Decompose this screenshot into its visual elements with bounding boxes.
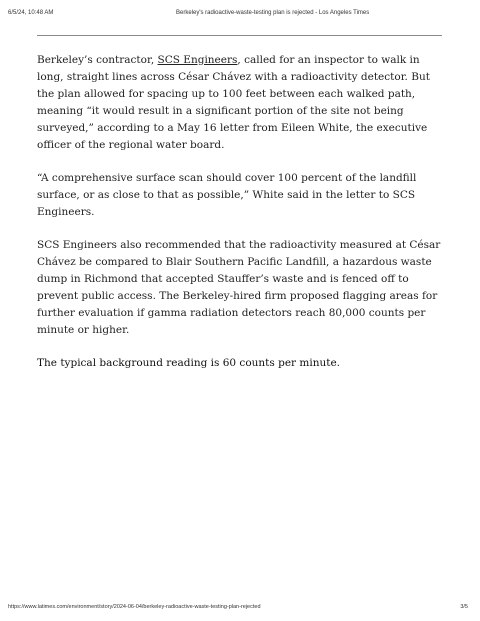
print-header: [8, 10, 472, 20]
paragraph-text: , called for an inspector to walk in long, straight lines across César Chávez with a radioactivity detector. But the plan allowed for spacing up to 100 feet between each walked path, meaning “it would result in a significant portion of the site not being surveyed,” according to a May 16 letter from Eileen White, the executive officer of the regional water board.: [37, 54, 430, 151]
header-divider: [37, 35, 442, 36]
print-date: 6/5/24, 10:48 AM: [8, 10, 54, 16]
print-footer: [8, 604, 468, 614]
scs-engineers-link[interactable]: SCS Engineers: [157, 54, 238, 66]
page-number: 3/5: [460, 604, 468, 610]
paragraph-white-quote: “A comprehensive surface scan should cover 100 percent of the landfill surface, or as close to that as possible,” White said in the letter to SCS Engineers.: [37, 172, 417, 218]
print-page-title: Berkeley's radioactive-waste-testing plan is rejected - Los Angeles Times: [176, 10, 370, 16]
paragraph-text: Berkeley’s contractor,: [37, 54, 158, 66]
paragraph-contractor-plan: [37, 52, 442, 154]
article-body: [37, 52, 442, 388]
print-url: https://www.latimes.com/environment/story/2024-06-04/berkeley-radioactive-waste-testing-plan-rejected: [8, 604, 261, 610]
paragraph-background-reading: The typical background reading is 60 counts per minute.: [37, 357, 341, 369]
paragraph-comparison: SCS Engineers also recommended that the radioactivity measured at César Chávez be compared to Blair Southern Pacific Landfill, a hazardous waste dump in Richmond that accepted Stauffer’s waste and is fenced off to prevent public access. The Berkeley-hired firm proposed flagging areas for further evaluation if gamma radiation detectors reach 80,000 counts per minute or higher.: [37, 239, 441, 336]
